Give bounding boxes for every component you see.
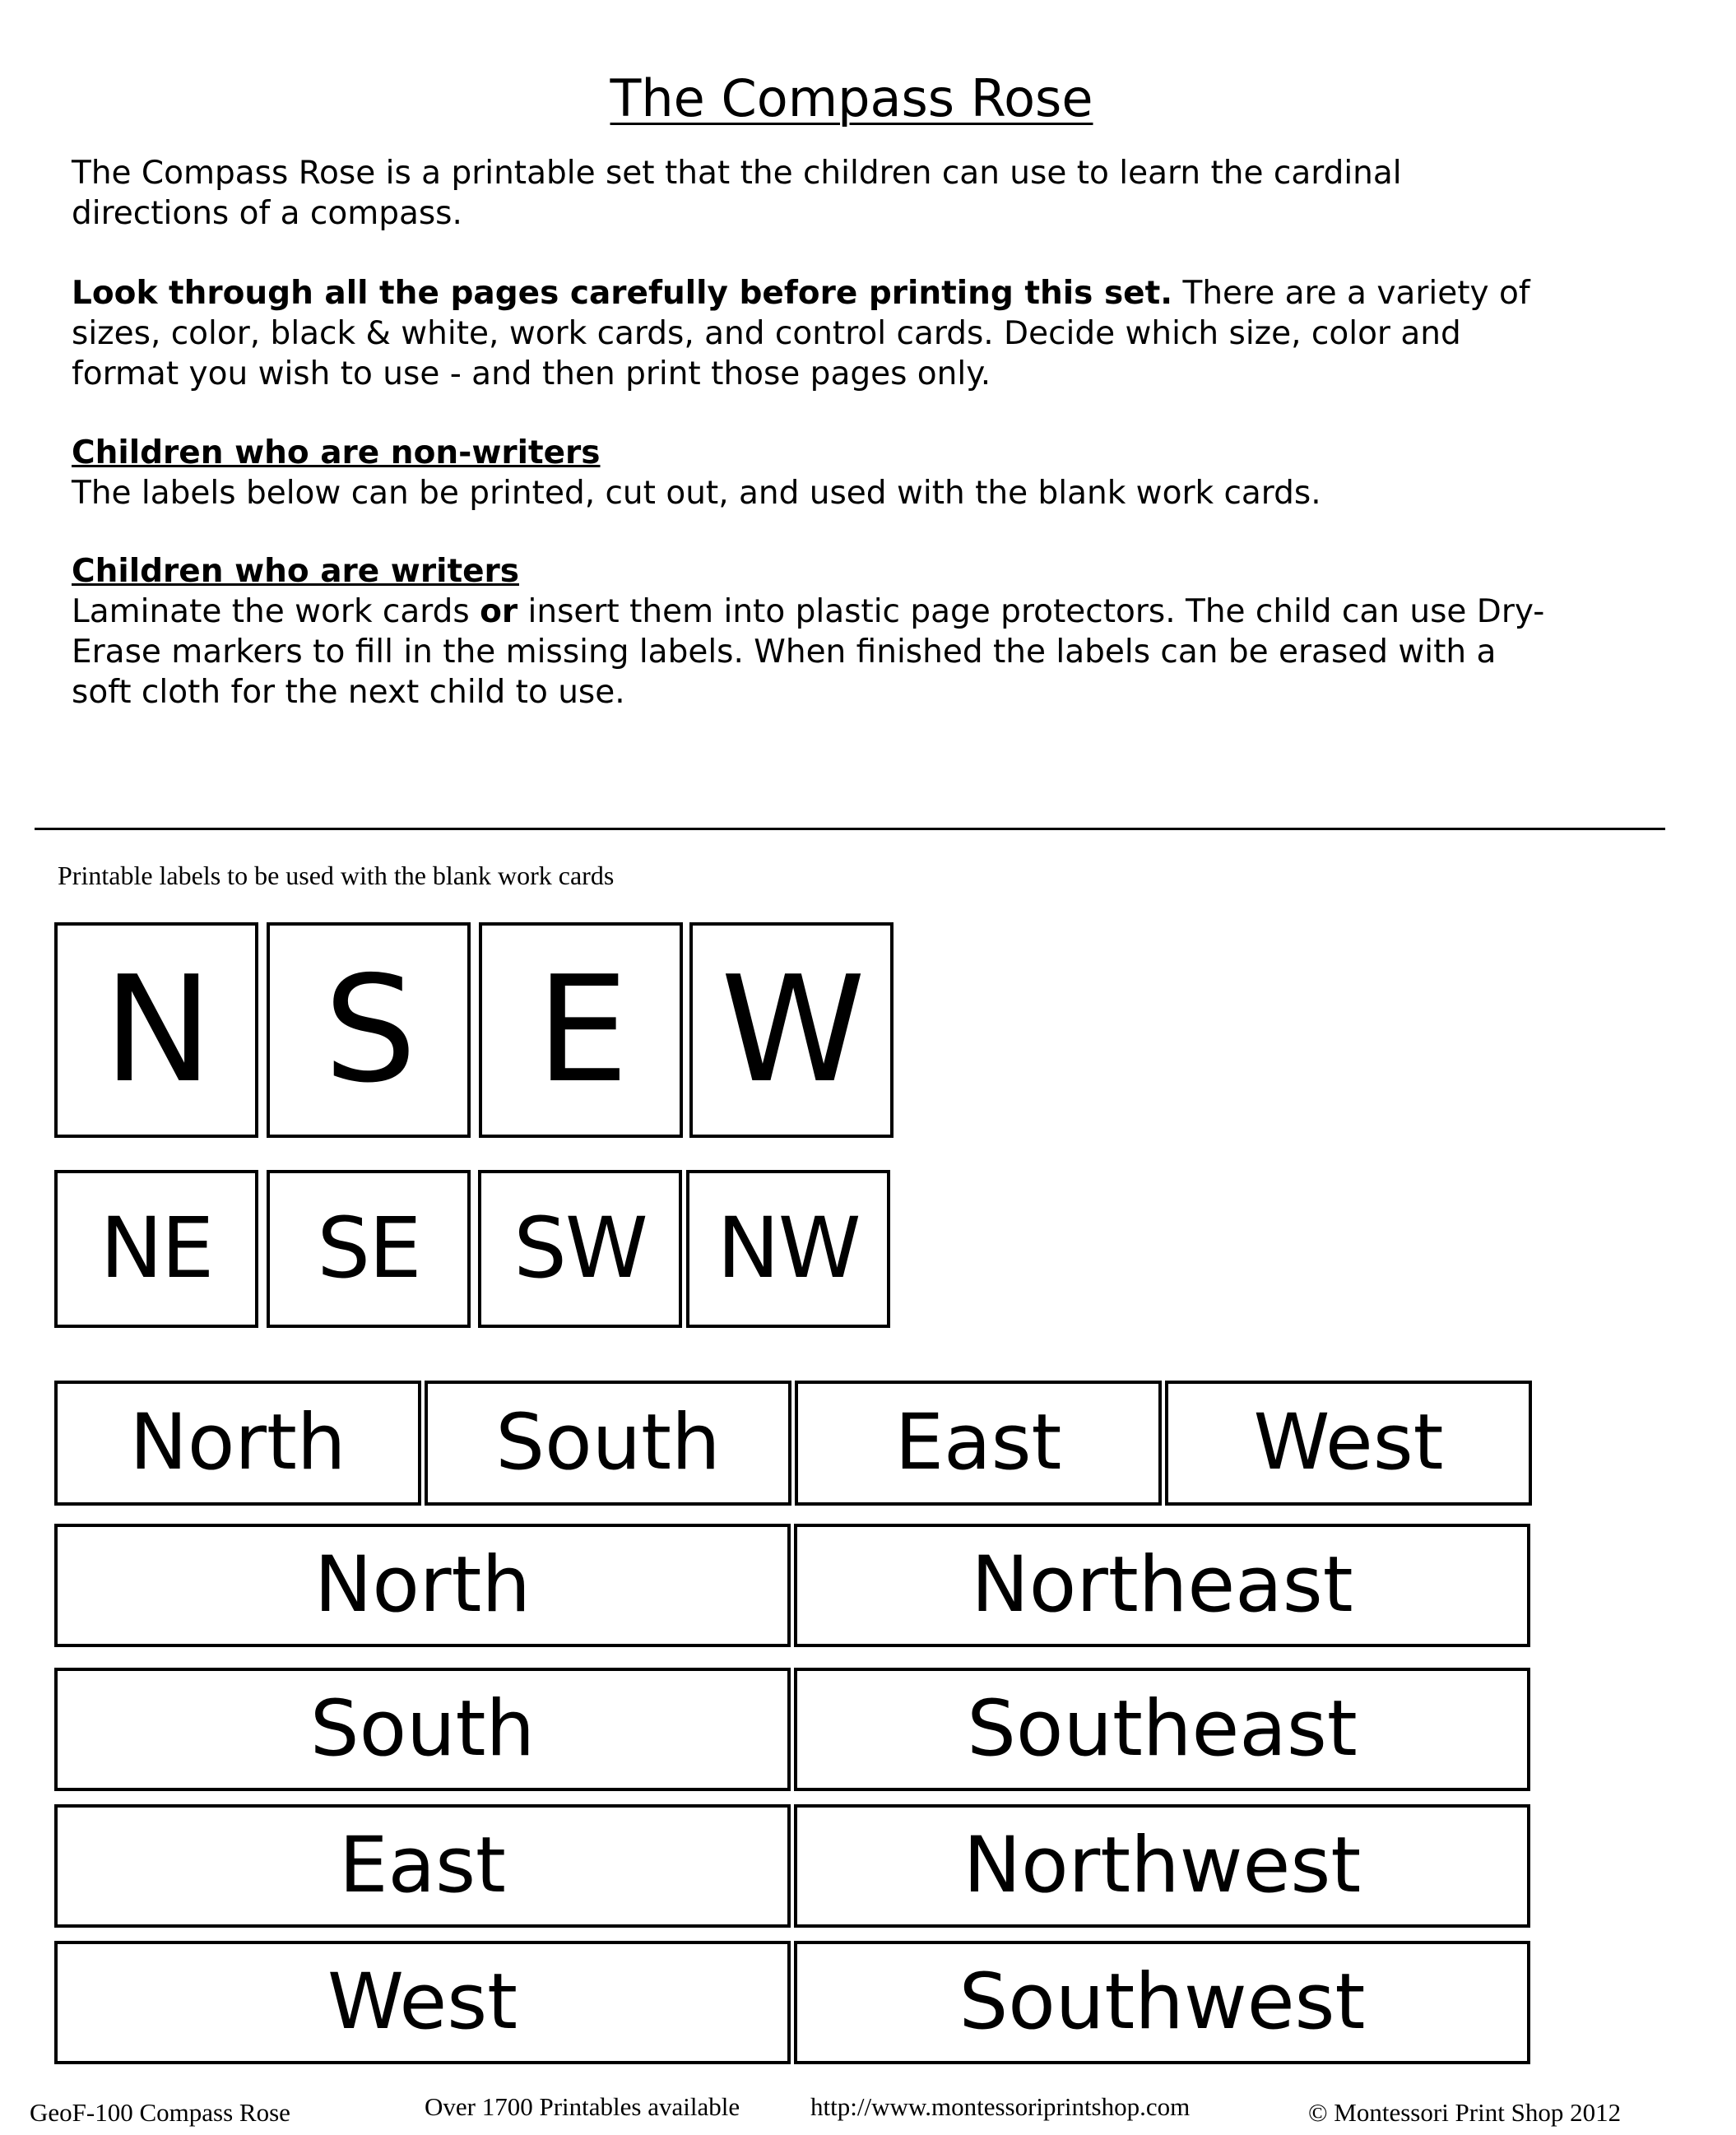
label-card-northeast — [794, 1524, 1530, 1647]
label-text: West — [327, 1957, 518, 2047]
printing-note — [72, 273, 1553, 394]
label-card-northwest — [794, 1804, 1530, 1928]
label-text: North — [314, 1540, 531, 1630]
label-text: W — [720, 945, 862, 1115]
writers-text-or: or — [480, 593, 518, 630]
label-text: NE — [100, 1200, 213, 1297]
label-card-ne — [54, 1170, 258, 1328]
label-text: N — [103, 945, 210, 1115]
label-card-west-wide — [54, 1941, 791, 2064]
writers-heading: Children who are writers — [72, 553, 519, 590]
label-card-south — [425, 1381, 791, 1506]
label-card-north — [54, 1381, 421, 1506]
footer-promo: Over 1700 Printables available — [425, 2092, 740, 2121]
label-text: Southwest — [959, 1957, 1366, 2047]
label-text: East — [339, 1821, 506, 1910]
label-card-southeast — [794, 1668, 1530, 1791]
writers-text — [72, 592, 1553, 712]
printing-note-bold: Look through all the pages carefully before printing this set. — [72, 275, 1173, 312]
label-card-w — [689, 922, 894, 1138]
label-text: E — [536, 945, 626, 1115]
label-card-southwest — [794, 1941, 1530, 2064]
label-card-nw — [686, 1170, 890, 1328]
labels-caption: Printable labels to be used with the blank work cards — [58, 861, 615, 890]
label-text: SE — [317, 1200, 420, 1297]
section-divider — [35, 828, 1665, 830]
label-card-n — [54, 922, 258, 1138]
label-text: East — [894, 1398, 1062, 1488]
label-text: NW — [717, 1200, 860, 1297]
label-text: South — [309, 1684, 536, 1774]
label-card-east — [795, 1381, 1162, 1506]
printing-note-text: There are a variety of sizes, color, black & white, work cards, and control cards. Decide which size, color and format you wish to use - and then print those pages only. — [72, 275, 1530, 392]
non-writers-text: The labels below can be printed, cut out, and used with the blank work cards. — [72, 475, 1321, 512]
label-card-s — [267, 922, 471, 1138]
footer-copyright: © Montessori Print Shop 2012 — [1308, 2098, 1622, 2127]
label-text: Southeast — [967, 1684, 1358, 1774]
label-card-north-wide — [54, 1524, 791, 1647]
writers-text-end: insert them into plastic page protectors. The child can use Dry-Erase markers to fill in the missing labels. When finished the labels can be erased with a soft cloth for the next child to use. — [72, 593, 1545, 711]
label-card-west — [1165, 1381, 1532, 1506]
footer-product-code: GeoF-100 Compass Rose — [30, 2098, 290, 2127]
label-card-south-wide — [54, 1668, 791, 1791]
footer-url[interactable]: http://www.montessoriprintshop.com — [810, 2092, 1191, 2121]
page-title: The Compass Rose — [610, 68, 1093, 128]
label-text: South — [495, 1398, 721, 1488]
label-text: North — [129, 1398, 346, 1488]
label-text: S — [323, 945, 414, 1115]
label-text: West — [1253, 1398, 1444, 1488]
label-text: Northeast — [971, 1540, 1353, 1630]
label-text: SW — [513, 1200, 647, 1297]
non-writers-heading: Children who are non-writers — [72, 434, 601, 471]
label-card-east-wide — [54, 1804, 791, 1928]
writers-text-start: Laminate the work cards — [72, 593, 480, 630]
label-card-sw — [478, 1170, 682, 1328]
label-card-se — [267, 1170, 471, 1328]
intro-paragraph: The Compass Rose is a printable set that the children can use to learn the cardinal directions of a compass. — [72, 155, 1402, 232]
label-text: Northwest — [963, 1821, 1362, 1910]
label-card-e — [479, 922, 683, 1138]
